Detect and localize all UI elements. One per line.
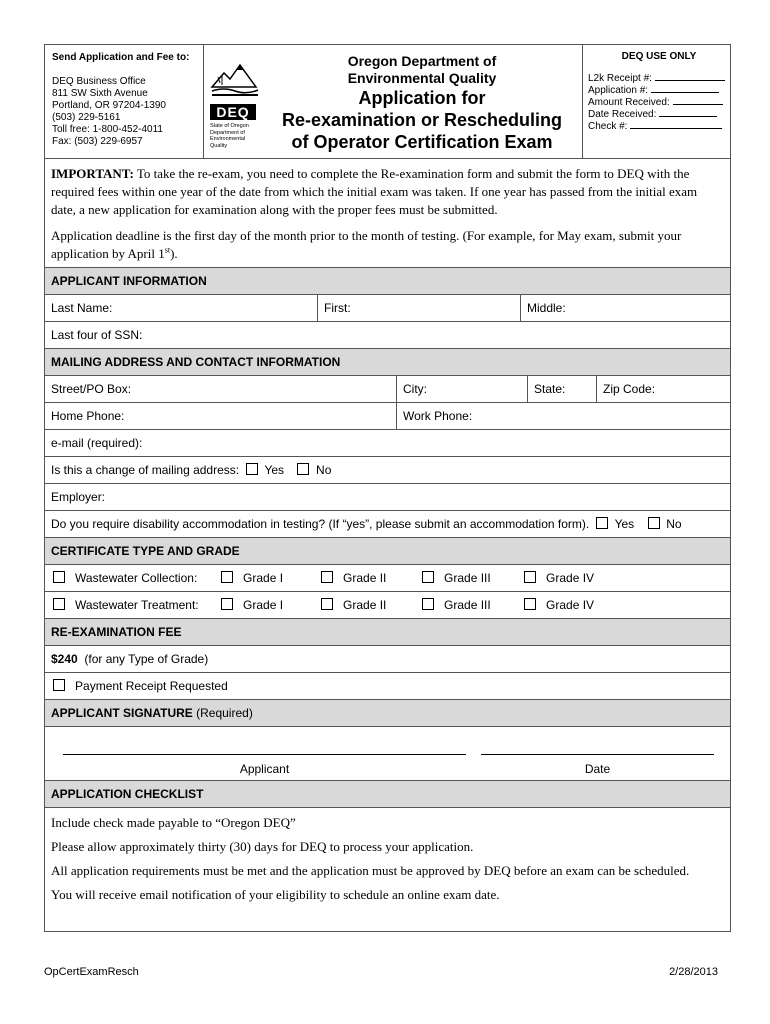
section-title: MAILING ADDRESS AND CONTACT INFORMATION bbox=[51, 355, 341, 369]
treatment-grade-1-checkbox[interactable] bbox=[221, 598, 233, 610]
date-label: Date bbox=[584, 762, 611, 776]
footer-form-id: OpCertExamResch bbox=[44, 966, 139, 978]
payment-receipt-checkbox[interactable] bbox=[53, 679, 65, 691]
middle-name-field[interactable]: Middle: bbox=[520, 295, 730, 321]
send-to-label: Send Application and Fee to: bbox=[52, 52, 190, 63]
grade-label: Grade IV bbox=[546, 598, 595, 612]
applicant-signature-line[interactable] bbox=[63, 754, 466, 755]
date-received-field[interactable] bbox=[659, 108, 717, 117]
section-title: RE-EXAMINATION FEE bbox=[51, 625, 182, 639]
deq-use-field: Date Received: bbox=[588, 109, 657, 120]
logo-subline: Environmental bbox=[210, 136, 246, 142]
section-title: APPLICATION CHECKLIST bbox=[51, 787, 204, 801]
section-title: APPLICANT INFORMATION bbox=[51, 274, 207, 288]
important-notice bbox=[45, 159, 730, 267]
address-line: (503) 229-5161 bbox=[52, 112, 121, 123]
deq-logo bbox=[210, 57, 260, 149]
home-phone-field[interactable]: Home Phone: bbox=[51, 409, 125, 423]
logo-subline: Department of bbox=[210, 129, 245, 136]
address-line: Portland, OR 97204-1390 bbox=[52, 100, 166, 111]
no-label: No bbox=[666, 517, 682, 531]
important-label: IMPORTANT: bbox=[51, 166, 134, 181]
deq-use-field: Check #: bbox=[588, 121, 628, 132]
logo-subline: State of Oregon bbox=[210, 123, 249, 129]
treatment-row bbox=[45, 591, 730, 618]
checklist-item: You will receive email notification of your eligibility to schedule an online exam date. bbox=[51, 887, 500, 902]
form-header bbox=[45, 45, 730, 159]
first-name-field[interactable]: First: bbox=[317, 295, 520, 321]
cert-type-label: Wastewater Collection: bbox=[75, 571, 198, 585]
city-field[interactable]: City: bbox=[396, 376, 527, 402]
disability-yes-checkbox[interactable] bbox=[596, 517, 608, 529]
title-block bbox=[204, 45, 582, 158]
employer-row bbox=[45, 483, 730, 510]
fee-note: (for any Type of Grade) bbox=[84, 652, 209, 666]
section-title: CERTIFICATE TYPE AND GRADE bbox=[51, 544, 240, 558]
name-row bbox=[45, 294, 730, 321]
deq-use-field: Amount Received: bbox=[588, 97, 670, 108]
footer-date: 2/28/2013 bbox=[669, 966, 718, 978]
collection-grade-2-checkbox[interactable] bbox=[321, 571, 333, 583]
treatment-grade-4-checkbox[interactable] bbox=[524, 598, 536, 610]
check-number-field[interactable] bbox=[630, 120, 722, 129]
treatment-grade-2-checkbox[interactable] bbox=[321, 598, 333, 610]
disability-no-checkbox[interactable] bbox=[648, 517, 660, 529]
treatment-grade-3-checkbox[interactable] bbox=[422, 598, 434, 610]
collection-grade-1-checkbox[interactable] bbox=[221, 571, 233, 583]
disability-row bbox=[45, 510, 730, 537]
ssn-row bbox=[45, 321, 730, 348]
checklist-item: All application requirements must be met and the application must be approved by DEQ before an exam can be scheduled. bbox=[51, 863, 690, 878]
deadline-text: Application deadline is the first day of the month prior to the month of testing. (For example, for May exam, submit your application by April 1 bbox=[51, 228, 682, 261]
applicant-label: Applicant bbox=[239, 762, 290, 776]
deq-use-block bbox=[582, 45, 730, 158]
section-application-checklist bbox=[45, 780, 730, 807]
wastewater-treatment-checkbox[interactable] bbox=[53, 598, 65, 610]
send-to-block bbox=[45, 45, 204, 158]
grade-label: Grade II bbox=[343, 598, 387, 612]
grade-label: Grade II bbox=[343, 571, 387, 585]
application-number-field[interactable] bbox=[651, 84, 719, 93]
agency-name: Oregon Department of bbox=[347, 53, 497, 69]
section-reexam-fee bbox=[45, 618, 730, 645]
state-field[interactable]: State: bbox=[527, 376, 596, 402]
address-change-yes-checkbox[interactable] bbox=[246, 463, 258, 475]
address-line: DEQ Business Office bbox=[52, 76, 146, 87]
no-label: No bbox=[316, 463, 332, 477]
address-line: Toll free: 1-800-452-4011 bbox=[52, 124, 163, 135]
agency-name: Environmental Quality bbox=[347, 70, 497, 86]
zip-field[interactable]: Zip Code: bbox=[596, 376, 730, 402]
form-title: Re-examination or Rescheduling bbox=[281, 110, 563, 130]
payment-receipt-label: Payment Receipt Requested bbox=[75, 679, 228, 693]
email-field[interactable]: e-mail (required): bbox=[51, 436, 143, 450]
signature-date-line[interactable] bbox=[481, 754, 714, 755]
form-title: Application for bbox=[358, 88, 486, 108]
collection-grade-4-checkbox[interactable] bbox=[524, 571, 536, 583]
section-certificate-type bbox=[45, 537, 730, 564]
email-row bbox=[45, 429, 730, 456]
logo-subline: Quality bbox=[210, 142, 228, 149]
receipt-row bbox=[45, 672, 730, 699]
address-change-row bbox=[45, 456, 730, 483]
grade-label: Grade III bbox=[444, 571, 491, 585]
application-form bbox=[44, 44, 731, 932]
last-name-field[interactable]: Last Name: bbox=[51, 301, 113, 315]
phone-row bbox=[45, 402, 730, 429]
grade-label: Grade III bbox=[444, 598, 491, 612]
address-change-question: Is this a change of mailing address: bbox=[51, 463, 240, 477]
checklist-item: Please allow approximately thirty (30) days for DEQ to process your application. bbox=[51, 839, 474, 854]
cert-type-label: Wastewater Treatment: bbox=[75, 598, 199, 612]
collection-grade-3-checkbox[interactable] bbox=[422, 571, 434, 583]
yes-label: Yes bbox=[614, 517, 635, 531]
deq-use-field: Application #: bbox=[588, 85, 649, 96]
section-title: APPLICANT SIGNATURE bbox=[51, 706, 193, 720]
section-applicant-signature bbox=[45, 699, 730, 726]
fee-amount: $240 bbox=[51, 652, 78, 666]
l2k-receipt-field[interactable] bbox=[655, 72, 725, 81]
collection-row bbox=[45, 564, 730, 591]
wastewater-collection-checkbox[interactable] bbox=[53, 571, 65, 583]
work-phone-field[interactable]: Work Phone: bbox=[396, 403, 730, 429]
fee-amount-row bbox=[45, 645, 730, 672]
address-row bbox=[45, 375, 730, 402]
deadline-sup: st bbox=[164, 245, 171, 255]
section-applicant-information bbox=[45, 267, 730, 294]
checklist-item: Include check made payable to “Oregon DEQ” bbox=[51, 815, 296, 830]
address-change-no-checkbox[interactable] bbox=[297, 463, 309, 475]
form-title: of Operator Certification Exam bbox=[291, 132, 553, 152]
address-line: 811 SW Sixth Avenue bbox=[52, 88, 148, 99]
deq-use-field: L2k Receipt #: bbox=[588, 73, 652, 84]
mountain-tree-icon bbox=[210, 57, 260, 97]
important-text: To take the re-exam, you need to complete the Re-examination form and submit the form to DEQ with the required fees within one year of the date from which the initial exam was taken. If one year has passed from the initial exam date, a new application for examination along with the proper fees must be submitted. bbox=[51, 166, 698, 217]
yes-label: Yes bbox=[264, 463, 285, 477]
checklist-items bbox=[45, 807, 730, 910]
section-mailing-address bbox=[45, 348, 730, 375]
required-note: (Required) bbox=[196, 706, 253, 720]
deadline-end: ). bbox=[170, 246, 178, 261]
deq-use-title: DEQ USE ONLY bbox=[621, 51, 697, 62]
street-field[interactable]: Street/PO Box: bbox=[51, 382, 132, 396]
disability-question: Do you require disability accommodation in testing? (If “yes”, please submit an accommodation form). bbox=[51, 517, 590, 531]
amount-received-field[interactable] bbox=[673, 96, 723, 105]
address-line: Fax: (503) 229-6957 bbox=[52, 136, 143, 147]
grade-label: Grade I bbox=[243, 598, 284, 612]
logo-mark: DEQ bbox=[210, 104, 256, 120]
employer-field[interactable]: Employer: bbox=[51, 490, 106, 504]
grade-label: Grade I bbox=[243, 571, 284, 585]
grade-label: Grade IV bbox=[546, 571, 595, 585]
ssn-field[interactable]: Last four of SSN: bbox=[51, 328, 143, 342]
